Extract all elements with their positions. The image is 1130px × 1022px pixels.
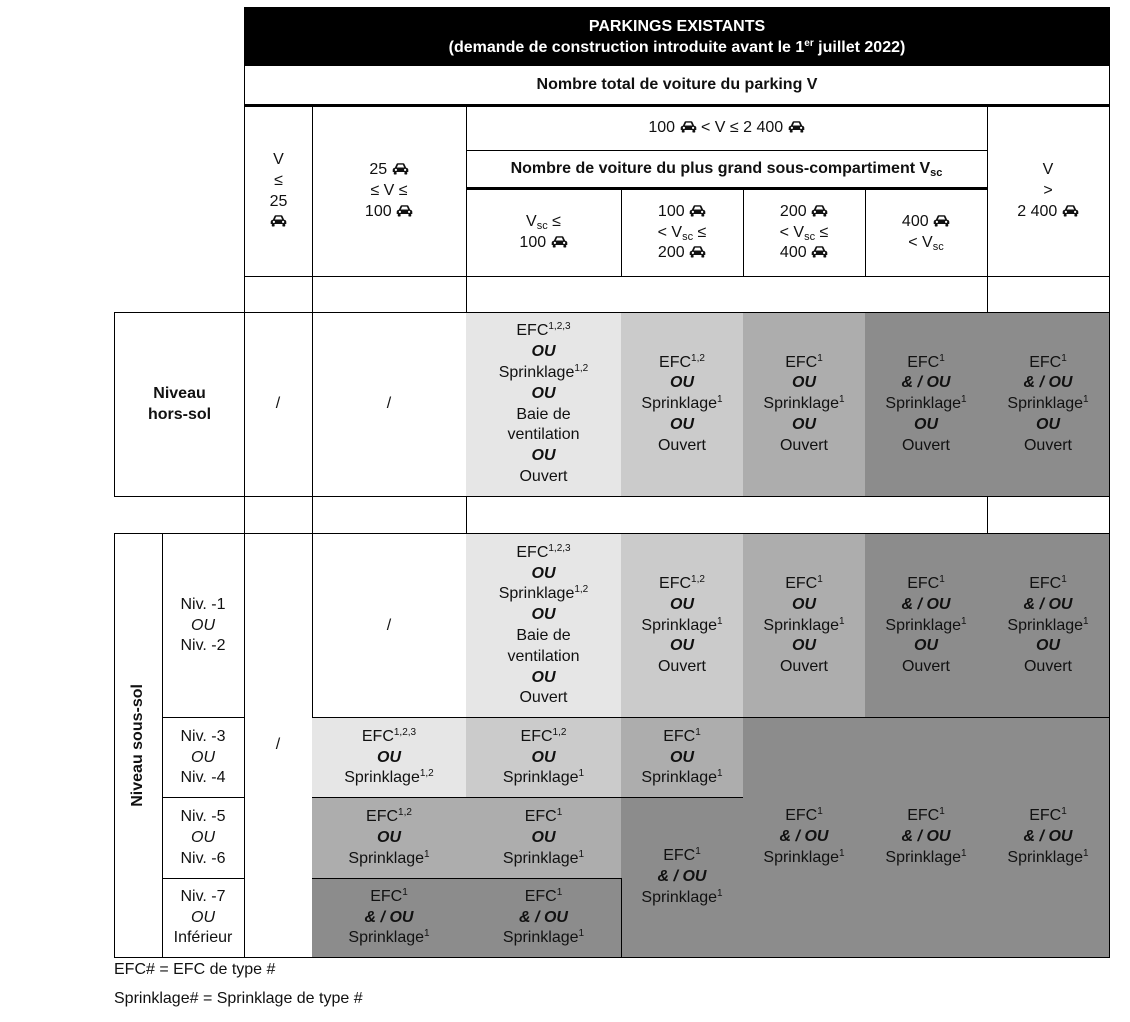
spacer-cell: [466, 496, 988, 534]
spacer-cell: [244, 277, 313, 313]
col-header-vsc-label: Nombre de voiture du plus grand sous-compartiment $V_{sc}$: [466, 151, 988, 188]
cell-hors-sol-vsc-100-200: EFC$^{1,2}$ OU Sprinklage$^1$ OU Ouvert: [621, 312, 744, 497]
cell-hors-sol-vsc-le-100: EFC$^{1,2,3}$ OU Sprinklage$^{1,2}$ OU Baie de ventilation OU Ouvert: [466, 312, 622, 497]
row-label-niv-7: Niv. -7 OU Inférieur: [162, 878, 245, 958]
car-icon: [392, 162, 409, 175]
cell-niv5-vsc-le-100: EFC$^1$ OU Sprinklage$^1$: [466, 797, 622, 879]
car-icon: [933, 214, 950, 227]
cell-niv7-v-25-100: EFC$^1$ & / OU Sprinklage$^1$: [312, 878, 467, 958]
spacer-cell: [244, 496, 313, 534]
header-title: PARKINGS EXISTANTS: [588, 17, 766, 35]
car-icon: [689, 245, 706, 258]
col-header-vsc-200-400: 200 < $V_{sc}$ ≤ 400: [743, 190, 866, 277]
cell-niv1-v-gt-2400: EFC$^1$ & / OU Sprinklage$^1$ OU Ouvert: [987, 533, 1110, 718]
car-icon: [396, 204, 413, 217]
spacer-cell: [466, 277, 988, 313]
car-icon: [1062, 204, 1079, 217]
car-icon: [680, 120, 697, 133]
total-vehicles-label: Nombre total de voiture du parking V: [244, 66, 1110, 105]
cell-hors-sol-v-25-100: /: [312, 312, 467, 497]
cell-hors-sol-v-le-25: /: [244, 312, 313, 497]
car-icon: [689, 204, 706, 217]
cell-niv1-vsc-gt-400: EFC$^1$ & / OU Sprinklage$^1$ OU Ouvert: [865, 533, 988, 718]
car-icon: [788, 120, 805, 133]
col-header-vsc-100-200: 100 < $V_{sc}$ ≤ 200: [621, 190, 744, 277]
spacer-cell: [312, 496, 467, 534]
cell-niv1-vsc-le-100: EFC$^{1,2,3}$ OU Sprinklage$^{1,2}$ OU Baie de ventilation OU Ouvert: [466, 533, 622, 718]
row-label-sous-sol: Niveau sous-sol: [114, 533, 163, 958]
cell-niv5-v-25-100: EFC$^{1,2}$ OU Sprinklage$^1$: [312, 797, 467, 879]
cell-niv7-vsc-le-100: EFC$^1$ & / OU Sprinklage$^1$: [466, 878, 622, 958]
spacer-cell: [312, 277, 467, 313]
table-header-banner: [244, 7, 1110, 66]
cell-niv3-7-v-gt-2400: EFC$^1$ & / OU Sprinklage$^1$: [987, 717, 1110, 958]
col-header-range-100-2400: 100 < V ≤ 2 400: [466, 107, 988, 151]
legend-sprinklage: Sprinklage# = Sprinklage de type #: [114, 990, 363, 1007]
cell-niv5-7-vsc-100-200: EFC$^1$ & / OU Sprinklage$^1$: [621, 797, 744, 958]
cell-hors-sol-v-gt-2400: EFC$^1$ & / OU Sprinklage$^1$ OU Ouvert: [987, 312, 1110, 497]
cell-niv3-v-25-100: EFC$^{1,2,3}$ OU Sprinklage$^{1,2}$: [312, 717, 467, 798]
cell-niv1-v-25-100: /: [312, 533, 467, 718]
row-label-niv-3-4: Niv. -3 OU Niv. -4: [162, 717, 245, 798]
cell-niv1-vsc-100-200: EFC$^{1,2}$ OU Sprinklage$^1$ OU Ouvert: [621, 533, 744, 718]
spacer-cell: [987, 277, 1110, 313]
cell-hors-sol-vsc-gt-400: EFC$^1$ & / OU Sprinklage$^1$ OU Ouvert: [865, 312, 988, 497]
car-icon: [551, 235, 568, 248]
spacer-cell: [987, 496, 1110, 534]
col-header-v-gt-2400: V > 2 400: [987, 107, 1110, 277]
col-header-v-25-100: 25 ≤ V ≤ 100: [312, 107, 467, 277]
col-header-v-le-25: V ≤ 25: [244, 107, 313, 277]
cell-niv3-7-vsc-200-400: EFC$^1$ & / OU Sprinklage$^1$: [743, 717, 866, 958]
legend-efc: EFC# = EFC de type #: [114, 961, 276, 978]
col-header-vsc-le-100: $V_{sc}$ ≤ 100: [466, 190, 622, 277]
cell-niv3-vsc-100-200: EFC$^1$ OU Sprinklage$^1$: [621, 717, 744, 798]
cell-niv3-7-vsc-gt-400: EFC$^1$ & / OU Sprinklage$^1$: [865, 717, 988, 958]
row-label-hors-sol: Niveau hors-sol: [114, 312, 245, 497]
cell-sous-sol-v-le-25: /: [244, 533, 313, 958]
cell-hors-sol-vsc-200-400: EFC$^1$ OU Sprinklage$^1$ OU Ouvert: [743, 312, 866, 497]
car-icon: [270, 214, 287, 227]
col-header-vsc-gt-400: 400 < $V_{sc}$: [865, 190, 988, 277]
car-icon: [811, 204, 828, 217]
header-subtitle: (demande de construction introduite avant le 1er juillet 2022): [448, 37, 906, 56]
cell-niv1-vsc-200-400: EFC$^1$ OU Sprinklage$^1$ OU Ouvert: [743, 533, 866, 718]
row-label-niv-5-6: Niv. -5 OU Niv. -6: [162, 797, 245, 879]
cell-niv3-vsc-le-100: EFC$^{1,2}$ OU Sprinklage$^1$: [466, 717, 622, 798]
row-label-niv-1-2: Niv. -1 OU Niv. -2: [162, 533, 245, 718]
car-icon: [811, 245, 828, 258]
